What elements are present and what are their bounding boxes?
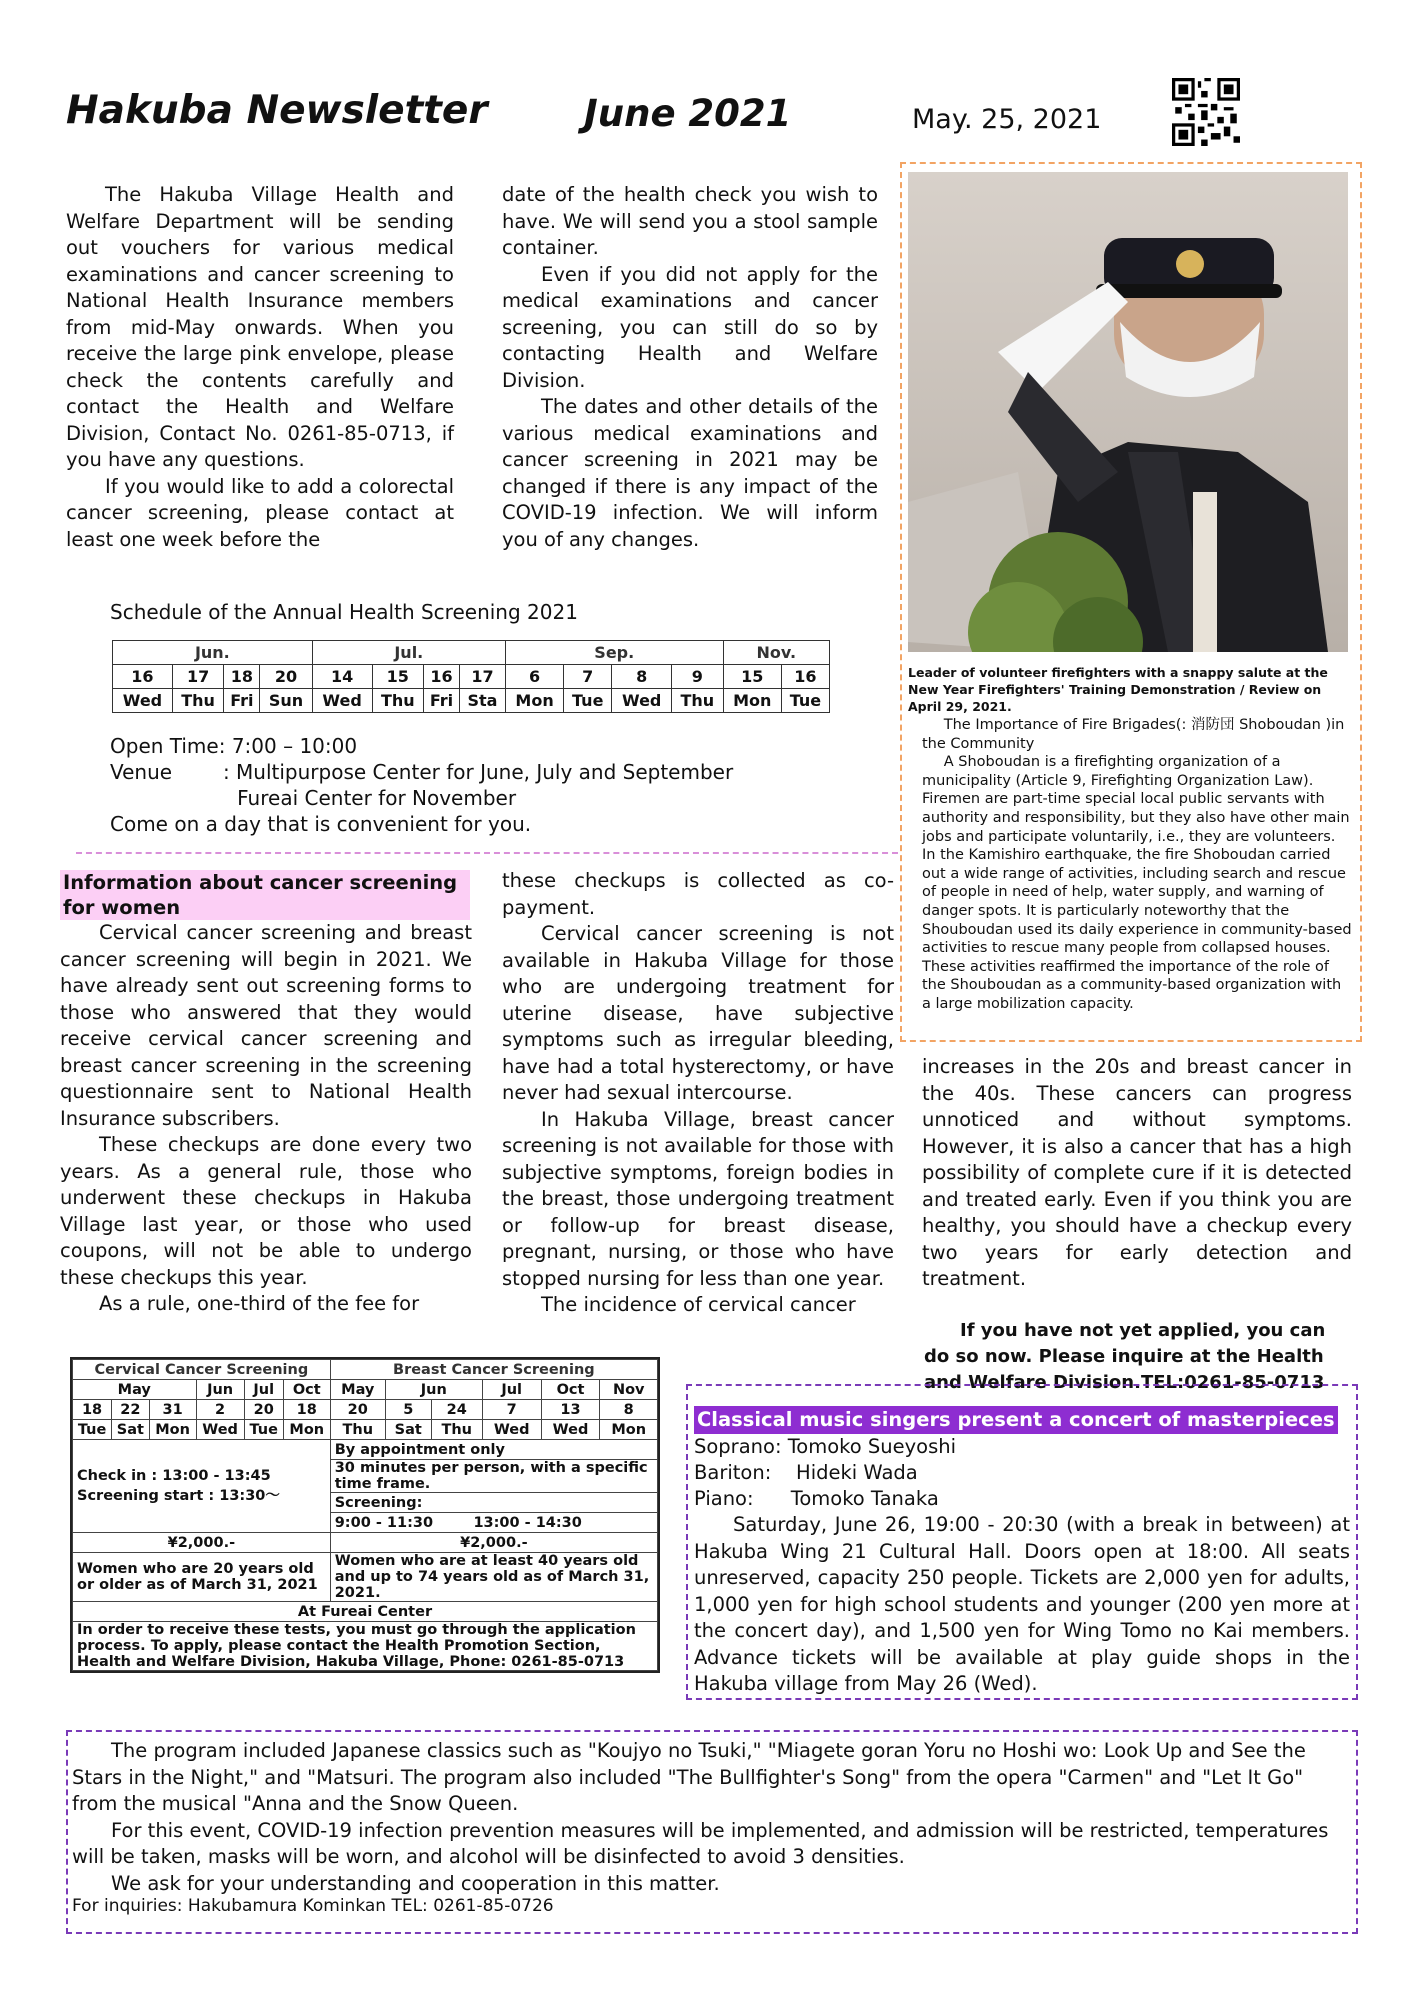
application-info: In order to receive these tests, you must go through the application process. To apply, please contact the Health Promotion Section, Health and Welfare Division, Hakuba Village, Phone: 0261-85-0713 bbox=[73, 1622, 658, 1671]
cancer-paragraph: The incidence of cervical cancer bbox=[541, 1293, 856, 1316]
schedule-day: 17 bbox=[172, 665, 223, 689]
screening-schedule-table bbox=[112, 640, 830, 713]
schedule-day: 18 bbox=[224, 665, 260, 689]
schedule-weekday-row bbox=[113, 689, 830, 713]
breast-month: May bbox=[330, 1380, 385, 1400]
schedule-weekday: Fri bbox=[224, 689, 260, 713]
cervical-month: Jun bbox=[196, 1380, 244, 1400]
schedule-weekday: Tue bbox=[564, 689, 612, 713]
cancer-column-1 bbox=[60, 920, 472, 1318]
intro-paragraph: The dates and other details of the various medical examinations and cancer screening in 2021 may be changed if there is any impact of the COVID-19 infection. We will inform you of any changes. bbox=[502, 395, 878, 551]
breast-day: 5 bbox=[385, 1400, 431, 1420]
table-day-row bbox=[73, 1400, 658, 1420]
open-time: Open Time: 7:00 – 10:00 bbox=[110, 734, 358, 758]
cervical-day: 22 bbox=[112, 1400, 150, 1420]
program-text bbox=[72, 1738, 1352, 1897]
table-weekday-row bbox=[73, 1420, 658, 1440]
cancer-column-3 bbox=[922, 1054, 1352, 1293]
table-row bbox=[73, 1553, 658, 1602]
table-header-row bbox=[73, 1360, 658, 1380]
cervical-weekday: Tue bbox=[244, 1420, 283, 1440]
schedule-weekday: Thu bbox=[672, 689, 723, 713]
cervical-day: 2 bbox=[196, 1400, 244, 1420]
concert-details bbox=[694, 1512, 1350, 1698]
firefighter-photo bbox=[908, 172, 1348, 652]
breast-day: 13 bbox=[541, 1400, 600, 1420]
schedule-weekday: Wed bbox=[312, 689, 372, 713]
intro-column-1 bbox=[66, 182, 454, 553]
publish-date: May. 25, 2021 bbox=[912, 104, 1102, 135]
breast-weekday: Thu bbox=[431, 1420, 482, 1440]
program-paragraph: For this event, COVID-19 infection prevention measures will be implemented, and admission will be restricted, temperatures will be taken, masks will be worn, and alcohol will be disinfected to avoid 3 densities. bbox=[72, 1818, 1329, 1868]
breast-month: Nov bbox=[600, 1380, 658, 1400]
schedule-weekday: Wed bbox=[612, 689, 672, 713]
schedule-day: 17 bbox=[460, 665, 506, 689]
breast-day: 7 bbox=[482, 1400, 541, 1420]
cervical-weekday: Sat bbox=[112, 1420, 150, 1440]
schedule-month: Nov. bbox=[723, 641, 829, 665]
cervical-fee: ¥2,000.- bbox=[73, 1533, 331, 1553]
schedule-month-row bbox=[113, 641, 830, 665]
intro-paragraph: The Hakuba Village Health and Welfare Department will be sending out vouchers for various medical examinations and cancer screening to National Health Insurance members from mid-May onwards. When you receive the large pink envelope, please check the contents carefully and contact the Health and Welfare Division, Contact No. 0261-85-0713, if you have any questions. bbox=[66, 183, 454, 471]
breast-day: 24 bbox=[431, 1400, 482, 1420]
cancer-paragraph: these checkups is collected as co-payment. bbox=[502, 869, 894, 919]
breast-weekday: Mon bbox=[600, 1420, 658, 1440]
schedule-day: 14 bbox=[312, 665, 372, 689]
schedule-weekday: Wed bbox=[113, 689, 173, 713]
schedule-weekday: Mon bbox=[723, 689, 781, 713]
breast-frame: 30 minutes per person, with a specific time frame. bbox=[330, 1460, 657, 1493]
schedule-day: 15 bbox=[372, 665, 423, 689]
cancer-paragraph: Cervical cancer screening and breast cancer screening will begin in 2021. We have already sent out screening forms to those who answered that they would receive cervical cancer screening and breast cancer screening in the screening questionnaire sent to National Health Insurance subscribers. bbox=[60, 921, 472, 1130]
program-paragraph: We ask for your understanding and cooperation in this matter. bbox=[111, 1871, 720, 1895]
schedule-weekday: Fri bbox=[424, 689, 460, 713]
section-divider bbox=[76, 852, 898, 854]
cervical-month: Jul bbox=[244, 1380, 283, 1400]
fire-brigade-body: A Shoboudan is a firefighting organization of a municipality (Article 9, Firefighting Organization Law). Firemen are part-time special local public servants with authority and responsibility, but they also have other main jobs and participate voluntarily, i.e., they are volunteers. In the Kamishiro earthquake, the fire Shoboudan carried out a wide range of activities, including search and rescue of people in need of help, water supply, and warning of danger spots. It is particularly noteworthy that the Shouboudan used its daily experience in community-based activities to rescue many people from collapsed houses. These activities reaffirmed the importance of the role of the Shouboudan as a community-based organization with a large mobilization capacity. bbox=[922, 754, 1352, 1012]
breast-screening-label: Screening: bbox=[330, 1493, 657, 1513]
concert-details-text: Saturday, June 26, 19:00 - 20:30 (with a break in between) at Hakuba Wing 21 Cultural Hall. Doors open at 18:00. All seats unreserved, capacity 250 people. Tickets are 2,000 yen for adults, 1,000 yen for high school students and younger (200 yen more at the concert day), and 1,500 yen for Wing Tomo no Kai members. Advance tickets will be available at play guide shops in the Hakuba village from May 26 (Wed). bbox=[694, 1513, 1350, 1695]
firefighter-illustration bbox=[908, 172, 1348, 652]
program-paragraph: The program included Japanese classics such as "Koujyo no Tsuki," "Miagete goran Yoru no Hoshi wo: Look Up and See the Stars in the Night," and "Matsuri. The program also included "The Bullfighter's Song" from the opera "Carmen" and "Let It Go" from the musical "Anna and the Snow Queen. bbox=[72, 1739, 1306, 1815]
schedule-month: Sep. bbox=[505, 641, 723, 665]
schedule-day: 6 bbox=[505, 665, 563, 689]
intro-column-2 bbox=[502, 182, 878, 553]
breast-month: Jul bbox=[482, 1380, 541, 1400]
performer-soprano: Soprano: Tomoko Sueyoshi bbox=[694, 1435, 957, 1458]
cancer-paragraph: Cervical cancer screening is not available in Hakuba Village for those who are undergoing treatment for uterine disease, have subjective symptoms such as irregular bleeding, have had a total hysterectomy, or have never had sexual intercourse. bbox=[502, 922, 894, 1104]
fire-brigade-heading: The Importance of Fire Brigades(: 消防団 Shoboudan )in the Community bbox=[922, 717, 1345, 752]
cervical-start: Screening start : 13:30〜 bbox=[77, 1487, 280, 1504]
performer-bariton: Bariton: Hideki Wada bbox=[694, 1461, 918, 1484]
cervical-day: 31 bbox=[149, 1400, 196, 1420]
breast-eligibility: Women who are at least 40 years old and up to 74 years old as of March 31, 2021. bbox=[330, 1553, 657, 1602]
schedule-day: 16 bbox=[424, 665, 460, 689]
intro-paragraph: date of the health check you wish to have. We will send you a stool sample container. bbox=[502, 183, 878, 259]
cervical-title: Cervical Cancer Screening bbox=[73, 1360, 331, 1380]
breast-weekday: Wed bbox=[482, 1420, 541, 1440]
performer-list bbox=[694, 1434, 956, 1512]
breast-month: Oct bbox=[541, 1380, 600, 1400]
cancer-screening-heading: Information about cancer screening for women bbox=[60, 870, 470, 920]
cervical-weekday: Tue bbox=[73, 1420, 112, 1440]
cancer-column-2 bbox=[502, 868, 894, 1319]
schedule-weekday: Tue bbox=[781, 689, 829, 713]
table-month-row bbox=[73, 1380, 658, 1400]
table-row bbox=[73, 1533, 658, 1553]
schedule-title: Schedule of the Annual Health Screening 2021 bbox=[110, 600, 578, 624]
schedule-month: Jun. bbox=[113, 641, 313, 665]
breast-times: 9:00 - 11:30 13:00 - 14:30 bbox=[330, 1513, 657, 1533]
table-row bbox=[73, 1602, 658, 1622]
schedule-day: 15 bbox=[723, 665, 781, 689]
screening-location: At Fureai Center bbox=[73, 1602, 658, 1622]
breast-month: Jun bbox=[385, 1380, 482, 1400]
intro-paragraph: If you would like to add a colorectal cancer screening, please contact at least one week before the bbox=[66, 474, 454, 551]
breast-day: 8 bbox=[600, 1400, 658, 1420]
breast-weekday: Thu bbox=[330, 1420, 385, 1440]
newsletter-title: Hakuba Newsletter bbox=[66, 88, 488, 133]
cervical-eligibility: Women who are 20 years old or older as of March 31, 2021 bbox=[73, 1553, 331, 1602]
cancer-screening-table bbox=[70, 1357, 660, 1673]
schedule-day: 7 bbox=[564, 665, 612, 689]
schedule-day: 20 bbox=[260, 665, 312, 689]
cervical-day: 18 bbox=[283, 1400, 330, 1420]
table-row bbox=[73, 1440, 658, 1460]
schedule-weekday: Mon bbox=[505, 689, 563, 713]
fire-brigade-article bbox=[922, 716, 1352, 1014]
schedule-weekday: Thu bbox=[172, 689, 223, 713]
schedule-day: 16 bbox=[113, 665, 173, 689]
cervical-month: May bbox=[73, 1380, 197, 1400]
issue-label: June 2021 bbox=[584, 92, 792, 135]
concert-heading: Classical music singers present a concert of masterpieces bbox=[694, 1406, 1338, 1434]
venue-line: Fureai Center for November bbox=[110, 786, 517, 810]
schedule-weekday: Sta bbox=[460, 689, 506, 713]
schedule-day: 8 bbox=[612, 665, 672, 689]
schedule-day-row bbox=[113, 665, 830, 689]
intro-paragraph: Even if you did not apply for the medical examinations and cancer screening, you can still do so by contacting Health and Welfare Division. bbox=[502, 262, 878, 392]
breast-weekday: Sat bbox=[385, 1420, 431, 1440]
schedule-day: 9 bbox=[672, 665, 723, 689]
cervical-checkin: Check in : 13:00 - 13:45 bbox=[77, 1467, 271, 1484]
performer-piano: Piano: Tomoko Tanaka bbox=[694, 1487, 939, 1510]
table-row bbox=[73, 1622, 658, 1671]
cancer-paragraph: In Hakuba Village, breast cancer screening is not available for those with subjective symptoms, foreign bodies in the breast, those undergoing treatment or follow-up for breast disease, pregnant, nursing, or those who have stopped nursing for less than one year. bbox=[502, 1107, 894, 1290]
cervical-month: Oct bbox=[283, 1380, 330, 1400]
cervical-weekday: Mon bbox=[283, 1420, 330, 1440]
schedule-info bbox=[110, 733, 733, 837]
breast-day: 20 bbox=[330, 1400, 385, 1420]
apply-notice-text: If you have not yet applied, you can do so now. Please inquire at the Health and Welfare Division.TEL:0261-85-0713 bbox=[924, 1320, 1326, 1393]
breast-title: Breast Cancer Screening bbox=[330, 1360, 657, 1380]
photo-caption: Leader of volunteer firefighters with a snappy salute at the New Year Firefighters' Training Demonstration / Review on April 29, 2021. bbox=[908, 665, 1328, 714]
breast-fee: ¥2,000.- bbox=[330, 1533, 657, 1553]
cervical-weekday: Wed bbox=[196, 1420, 244, 1440]
schedule-note: Come on a day that is convenient for you. bbox=[110, 812, 532, 836]
venue-line: Venue : Multipurpose Center for June, July and September bbox=[110, 760, 734, 784]
schedule-weekday: Thu bbox=[372, 689, 423, 713]
cervical-day: 20 bbox=[244, 1400, 283, 1420]
breast-weekday: Wed bbox=[541, 1420, 600, 1440]
inquiries: For inquiries: Hakubamura Kominkan TEL: 0261-85-0726 bbox=[72, 1896, 554, 1916]
cervical-times bbox=[73, 1440, 331, 1533]
cervical-weekday: Mon bbox=[149, 1420, 196, 1440]
cancer-paragraph: As a rule, one-third of the fee for bbox=[99, 1292, 420, 1315]
schedule-day: 16 bbox=[781, 665, 829, 689]
cancer-paragraph: increases in the 20s and breast cancer in the 40s. These cancers can progress unnoticed and without symptoms. However, it is also a cancer that has a high possibility of complete cure if it is detected and treated early. Even if you think you are healthy, you should have a checkup every two years for early detection and treatment. bbox=[922, 1055, 1352, 1290]
breast-appt: By appointment only bbox=[330, 1440, 657, 1460]
qr-code-icon[interactable] bbox=[1172, 78, 1240, 146]
cervical-day: 18 bbox=[73, 1400, 112, 1420]
schedule-month: Jul. bbox=[312, 641, 505, 665]
cancer-paragraph: These checkups are done every two years. As a general rule, those who underwent these checkups in Hakuba Village last year, or those who used coupons, will not be able to undergo these checkups this year. bbox=[60, 1133, 472, 1289]
schedule-weekday: Sun bbox=[260, 689, 312, 713]
